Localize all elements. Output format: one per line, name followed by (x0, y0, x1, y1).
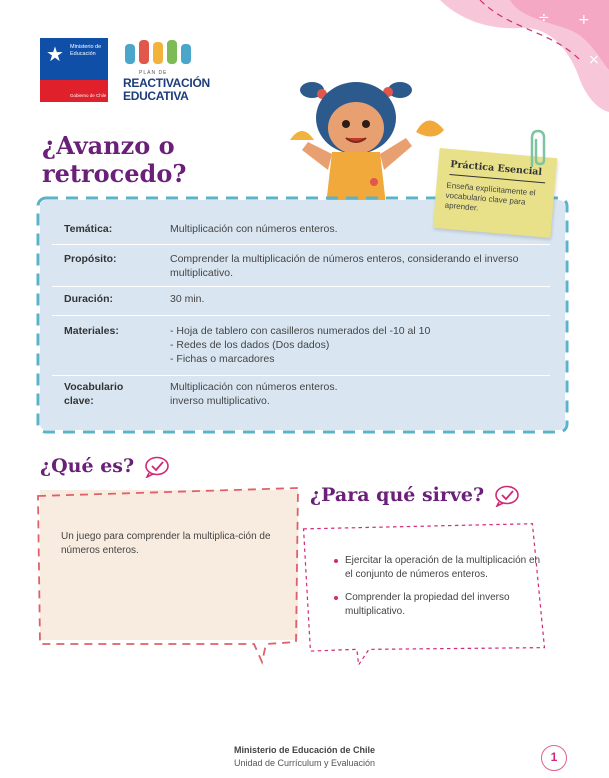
svg-text:−: − (552, 44, 564, 60)
list-item: Ejercitar la operación de la multiplicación en el conjunto de números enteros. (332, 554, 542, 582)
label-vocabulario (64, 380, 154, 408)
ministry-logo-subtext: Gobierno de Chile (70, 93, 107, 98)
note-body: Enseña explícitamente el vocabulario clave para aprender. (444, 180, 536, 213)
footer-ministry: Ministerio de Educación de Chile (233, 745, 376, 755)
check-bubble-icon (144, 456, 170, 478)
check-bubble-icon (494, 485, 520, 507)
material-item: - Fichas o marcadores (170, 352, 550, 366)
label-proposito: Propósito: (64, 253, 117, 265)
label-materiales: Materiales: (64, 325, 119, 337)
value-duracion: 30 min. (170, 293, 205, 305)
para-que-list (332, 554, 542, 628)
paperclip-icon (526, 128, 548, 168)
info-table (40, 200, 565, 430)
ministry-logo (40, 38, 108, 102)
list-item: Comprender la propiedad del inverso multiplicativo. (332, 591, 542, 619)
para-que-heading (310, 484, 484, 506)
label-duracion: Duración: (64, 293, 114, 305)
page-number: 1 (541, 745, 567, 771)
value-vocabulario (170, 380, 550, 408)
plan-title-line1: REACTIVACIÓN (123, 76, 210, 90)
plan-title-line2: EDUCATIVA (123, 89, 189, 103)
material-item: - Hoja de tablero con casilleros numerados del -10 al 10 (170, 324, 550, 338)
que-es-heading (40, 455, 134, 477)
page-title: ¿Avanzo o retrocedo? (42, 131, 187, 188)
materials-list (170, 324, 550, 366)
label-vocabulario-line1: Vocabulario (64, 381, 124, 393)
plan-reactivacion-logo (119, 38, 209, 104)
para-que-heading-text: ¿Para qué sirve? (310, 484, 485, 506)
value-proposito: Comprender la multiplicación de números enteros, considerando el inverso multiplicativo. (170, 253, 519, 279)
ministry-logo-text: Ministerio de Educación (70, 44, 102, 57)
que-es-text: Un juego para comprender la multiplica-ción de números enteros. (61, 531, 271, 556)
star-icon: ★ (46, 44, 64, 66)
material-item: - Redes de los dados (Dos dados) (170, 338, 550, 352)
note-title: Práctica Esencial (449, 159, 543, 178)
svg-text:×: × (588, 52, 600, 68)
footer-unit: Unidad de Currículum y Evaluación (233, 758, 376, 768)
label-tematica: Temática: (64, 223, 113, 235)
svg-text:+: + (578, 12, 590, 28)
svg-text:÷: ÷ (538, 10, 550, 26)
value-vocabulario-line2: inverso multiplicativo. (170, 395, 270, 407)
raised-hands-icon (123, 38, 203, 66)
que-es-heading-text: ¿Qué es? (40, 455, 135, 477)
value-vocabulario-line1: Multiplicación con números enteros. (170, 381, 338, 393)
girl-illustration (288, 70, 458, 205)
value-tematica: Multiplicación con números enteros. (170, 223, 338, 235)
que-es-dashed-border (36, 484, 304, 666)
plan-small-text: PLAN DE (139, 70, 168, 76)
label-vocabulario-line2: clave: (64, 395, 94, 407)
